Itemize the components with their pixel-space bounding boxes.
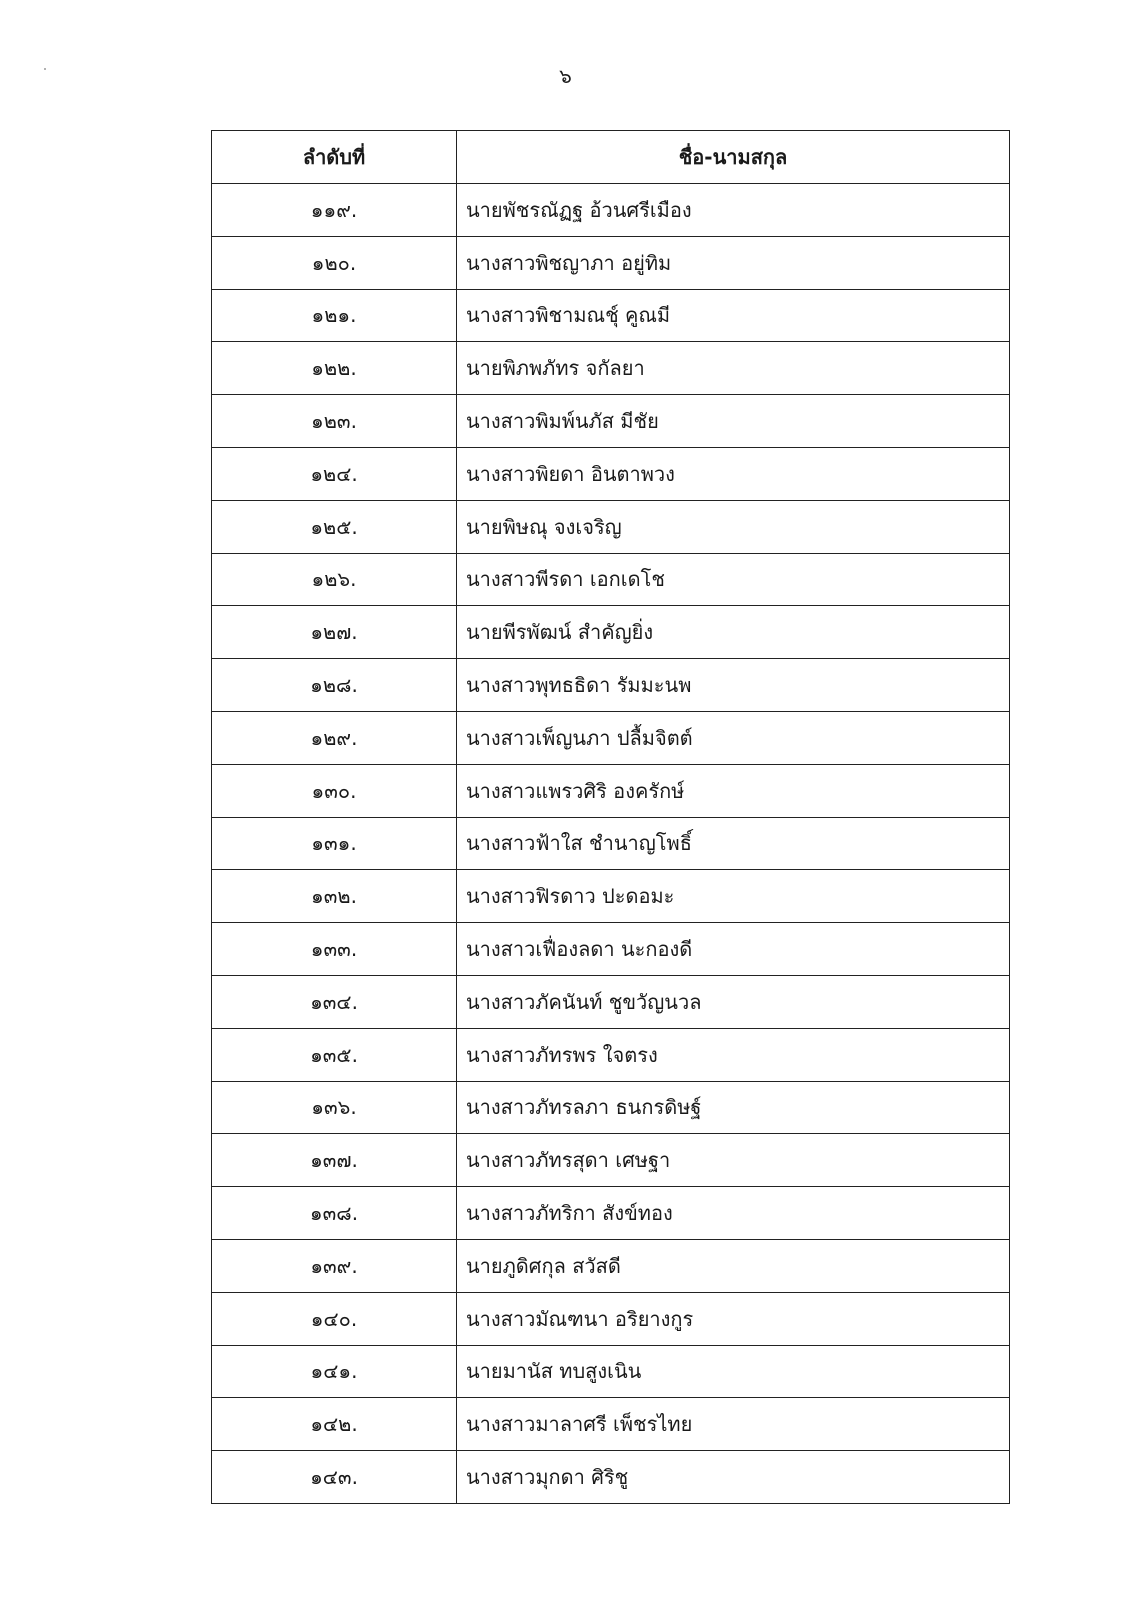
order-column-header: ลำดับที่ bbox=[212, 131, 457, 184]
full-name-cell: นางสาวมาลาศรี เพ็ชรไทย bbox=[457, 1398, 1010, 1451]
order-number-cell: ๑๓๗. bbox=[212, 1134, 457, 1187]
full-name-cell: นางสาวพุทธธิดา รัมมะนพ bbox=[457, 659, 1010, 712]
full-name-cell: นางสาวเพ็ญนภา ปลื้มจิตต์ bbox=[457, 711, 1010, 764]
order-number-cell: ๑๓๕. bbox=[212, 1028, 457, 1081]
table-row bbox=[212, 1187, 1010, 1240]
order-number-cell: ๑๓๖. bbox=[212, 1081, 457, 1134]
full-name-cell: นางสาวพิยดา อินตาพวง bbox=[457, 447, 1010, 500]
table-row bbox=[212, 553, 1010, 606]
table-row bbox=[212, 1028, 1010, 1081]
full-name-cell: นางสาวฟิรดาว ปะดอมะ bbox=[457, 870, 1010, 923]
order-number-cell: ๑๓๔. bbox=[212, 975, 457, 1028]
full-name-cell: นายพีรพัฒน์ สำคัญยิ่ง bbox=[457, 606, 1010, 659]
full-name-cell: นางสาวภัทริกา สังข์ทอง bbox=[457, 1187, 1010, 1240]
full-name-cell: นางสาวภัคนันท์ ชูขวัญนวล bbox=[457, 975, 1010, 1028]
order-number-cell: ๑๔๑. bbox=[212, 1345, 457, 1398]
table-row bbox=[212, 289, 1010, 342]
order-number-cell: ๑๒๓. bbox=[212, 395, 457, 448]
table-body bbox=[212, 184, 1010, 1504]
table-header bbox=[212, 131, 1010, 184]
table-row bbox=[212, 711, 1010, 764]
table-row bbox=[212, 764, 1010, 817]
table-row bbox=[212, 817, 1010, 870]
table-row bbox=[212, 606, 1010, 659]
order-number-cell: ๑๓๓. bbox=[212, 923, 457, 976]
table-row bbox=[212, 1451, 1010, 1504]
table-row bbox=[212, 184, 1010, 237]
table-row bbox=[212, 1292, 1010, 1345]
table-row bbox=[212, 975, 1010, 1028]
table-row bbox=[212, 1398, 1010, 1451]
full-name-cell: นางสาวแพรวศิริ องครักษ์ bbox=[457, 764, 1010, 817]
full-name-cell: นางสาวพีรดา เอกเดโช bbox=[457, 553, 1010, 606]
order-number-cell: ๑๒๗. bbox=[212, 606, 457, 659]
full-name-cell: นายมานัส ทบสูงเนิน bbox=[457, 1345, 1010, 1398]
order-number-cell: ๑๔๐. bbox=[212, 1292, 457, 1345]
table-row bbox=[212, 395, 1010, 448]
table-row bbox=[212, 1081, 1010, 1134]
order-number-cell: ๑๒๖. bbox=[212, 553, 457, 606]
table-row bbox=[212, 342, 1010, 395]
full-name-cell: นางสาวภัทรพร ใจตรง bbox=[457, 1028, 1010, 1081]
full-name-cell: นางสาวพิมพ์นภัส มีชัย bbox=[457, 395, 1010, 448]
full-name-cell: นางสาวภัทรสุดา เศษฐา bbox=[457, 1134, 1010, 1187]
full-name-cell: นางสาวมัณฑนา อริยางกูร bbox=[457, 1292, 1010, 1345]
full-name-cell: นายภูดิศกุล สวัสดี bbox=[457, 1239, 1010, 1292]
order-number-cell: ๑๓๐. bbox=[212, 764, 457, 817]
table-row bbox=[212, 923, 1010, 976]
full-name-cell: นางสาวภัทรลภา ธนกรดิษฐ์ bbox=[457, 1081, 1010, 1134]
full-name-cell: นายพิษณุ จงเจริญ bbox=[457, 500, 1010, 553]
full-name-cell: นางสาวเฟื่องลดา นะกองดี bbox=[457, 923, 1010, 976]
full-name-cell: นางสาวฟ้าใส ชำนาญโพธิ์ bbox=[457, 817, 1010, 870]
table-row bbox=[212, 1134, 1010, 1187]
order-number-cell: ๑๒๐. bbox=[212, 236, 457, 289]
order-number-cell: ๑๓๙. bbox=[212, 1239, 457, 1292]
order-number-cell: ๑๒๕. bbox=[212, 500, 457, 553]
name-list-table bbox=[211, 130, 1010, 1504]
order-number-cell: ๑๒๑. bbox=[212, 289, 457, 342]
full-name-cell: นางสาวมุกดา ศิริชู bbox=[457, 1451, 1010, 1504]
table-row bbox=[212, 236, 1010, 289]
name-column-header: ชื่อ-นามสกุล bbox=[457, 131, 1010, 184]
full-name-cell: นายพัชรณัฏฐ อ้วนศรีเมือง bbox=[457, 184, 1010, 237]
order-number-cell: ๑๓๘. bbox=[212, 1187, 457, 1240]
table-row bbox=[212, 1239, 1010, 1292]
table-row bbox=[212, 500, 1010, 553]
order-number-cell: ๑๒๙. bbox=[212, 711, 457, 764]
order-number-cell: ๑๓๑. bbox=[212, 817, 457, 870]
table-row bbox=[212, 1345, 1010, 1398]
full-name-cell: นายพิภพภัทร จกัลยา bbox=[457, 342, 1010, 395]
order-number-cell: ๑๒๒. bbox=[212, 342, 457, 395]
full-name-cell: นางสาวพิชามณชุ์ คูณมี bbox=[457, 289, 1010, 342]
table-row bbox=[212, 870, 1010, 923]
order-number-cell: ๑๒๔. bbox=[212, 447, 457, 500]
order-number-cell: ๑๒๘. bbox=[212, 659, 457, 712]
order-number-cell: ๑๓๒. bbox=[212, 870, 457, 923]
header-row bbox=[212, 131, 1010, 184]
order-number-cell: ๑๑๙. bbox=[212, 184, 457, 237]
page-number: ๖ bbox=[559, 64, 572, 88]
order-number-cell: ๑๔๒. bbox=[212, 1398, 457, 1451]
order-number-cell: ๑๔๓. bbox=[212, 1451, 457, 1504]
full-name-cell: นางสาวพิชญาภา อยู่ทิม bbox=[457, 236, 1010, 289]
table-row bbox=[212, 447, 1010, 500]
table-row bbox=[212, 659, 1010, 712]
